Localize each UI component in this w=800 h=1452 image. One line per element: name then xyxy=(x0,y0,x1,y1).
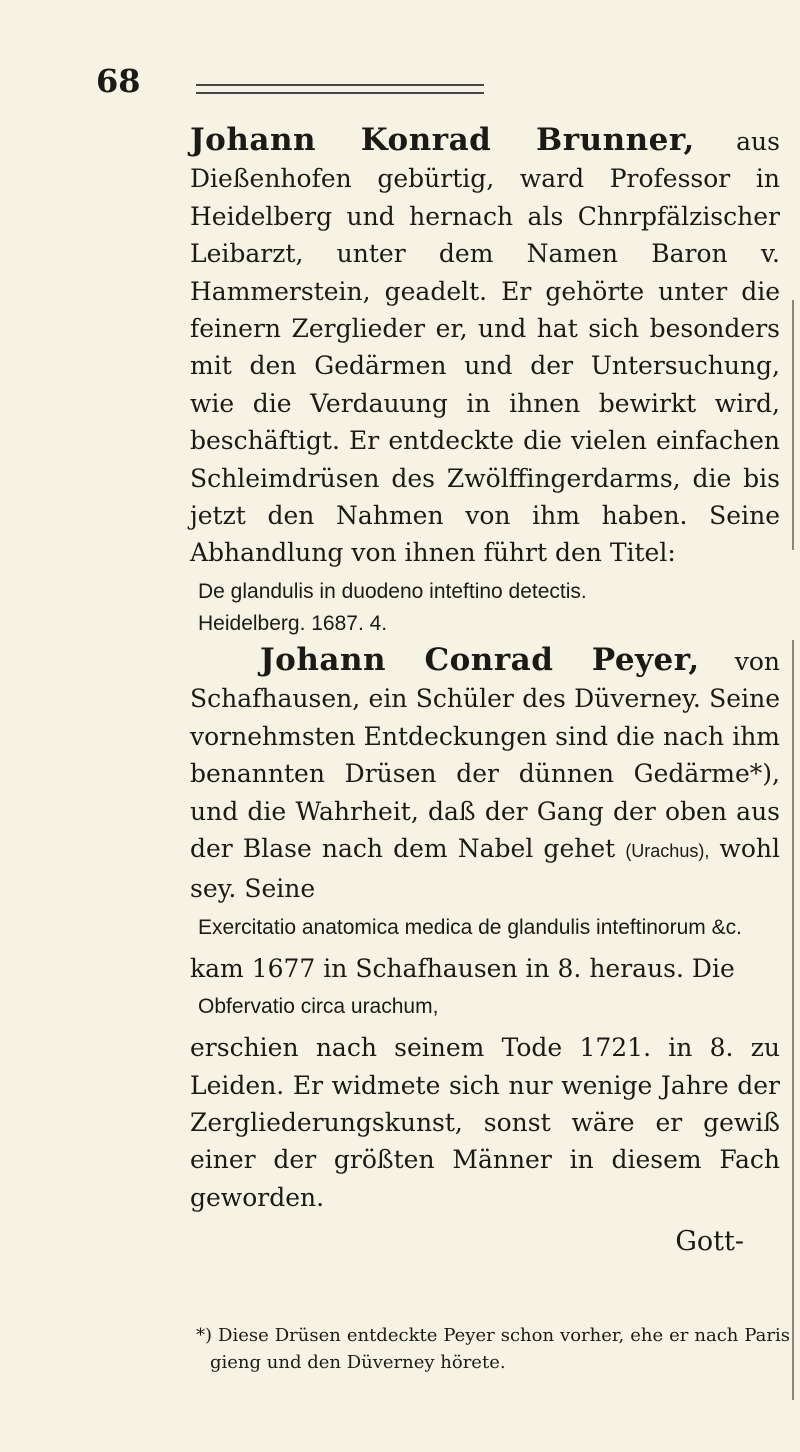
entry-peyer xyxy=(190,642,780,908)
entry-text-peyer-c: kam 1677 in Schafhausen in 8. heraus. Die xyxy=(190,953,735,983)
entry-brunner xyxy=(190,122,780,572)
entry-text-peyer-a: von Schafhausen, ein Schüler des Düverney. Seine vornehmsten Entdeckungen sind die nach ihm benannten Drüsen der dünnen Gedärme*), und die Wahrheit, daß der Gang der oben aus der Blase nach dem Nabel gehet xyxy=(190,646,780,863)
footnote: *) Diese Drüsen entdeckte Peyer schon vorher, ehe er nach Paris gieng und den Düverney hörete. xyxy=(196,1325,790,1373)
entry-text-brunner: aus Dießenhofen gebürtig, ward Professor in Heidelberg und hernach als Chnrpfälzischer Leibarzt, unter dem Namen Baron v. Hammerstein, geadelt. Er gehörte unter die feinern Zerglieder er, und hat sich besonders mit den Gedärmen und der Untersuchung, wie die Verdauung in ihnen bewirkt wird, beschäftigt. Er entdeckte die vielen einfachen Schleimdrüsen des Zwölffingerdarms, die bis jetzt den Nahmen von ihm haben. Seine Abhandlung von ihnen führt den Titel: xyxy=(190,127,780,568)
catchword: Gott- xyxy=(675,1226,744,1258)
page-edge-shadow xyxy=(792,300,794,550)
work-title-peyer-exercitatio: Exercitatio anatomica medica de glandulis inteftinorum &c. xyxy=(198,915,742,939)
work-citation-brunner xyxy=(198,576,780,640)
body-text xyxy=(190,122,780,1264)
entry-text-peyer-b: wohl sey. Seine xyxy=(190,833,780,904)
work-title-peyer-observatio: Obfervatio circa urachum, xyxy=(198,995,439,1019)
entry-name-brunner: Johann Konrad Brunner, xyxy=(190,122,695,158)
work-title-brunner: De glandulis in duodeno inteftino detectis. xyxy=(198,579,587,603)
urachus-term: (Urachus), xyxy=(625,840,710,861)
header-rule xyxy=(196,84,484,94)
entry-text-peyer-d: erschien nach seinem Tode 1721. in 8. zu Leiden. Er widmete sich nur wenige Jahre der Zergliederungskunst, sonst wäre er gewiß einer der größten Männer in diesem Fach geworden. xyxy=(190,1033,780,1212)
page-number: 68 xyxy=(96,62,141,100)
entry-name-peyer: Johann Conrad Peyer, xyxy=(260,641,700,678)
page-edge-shadow xyxy=(792,640,794,1400)
work-imprint-brunner: Heidelberg. 1687. 4. xyxy=(198,611,388,635)
